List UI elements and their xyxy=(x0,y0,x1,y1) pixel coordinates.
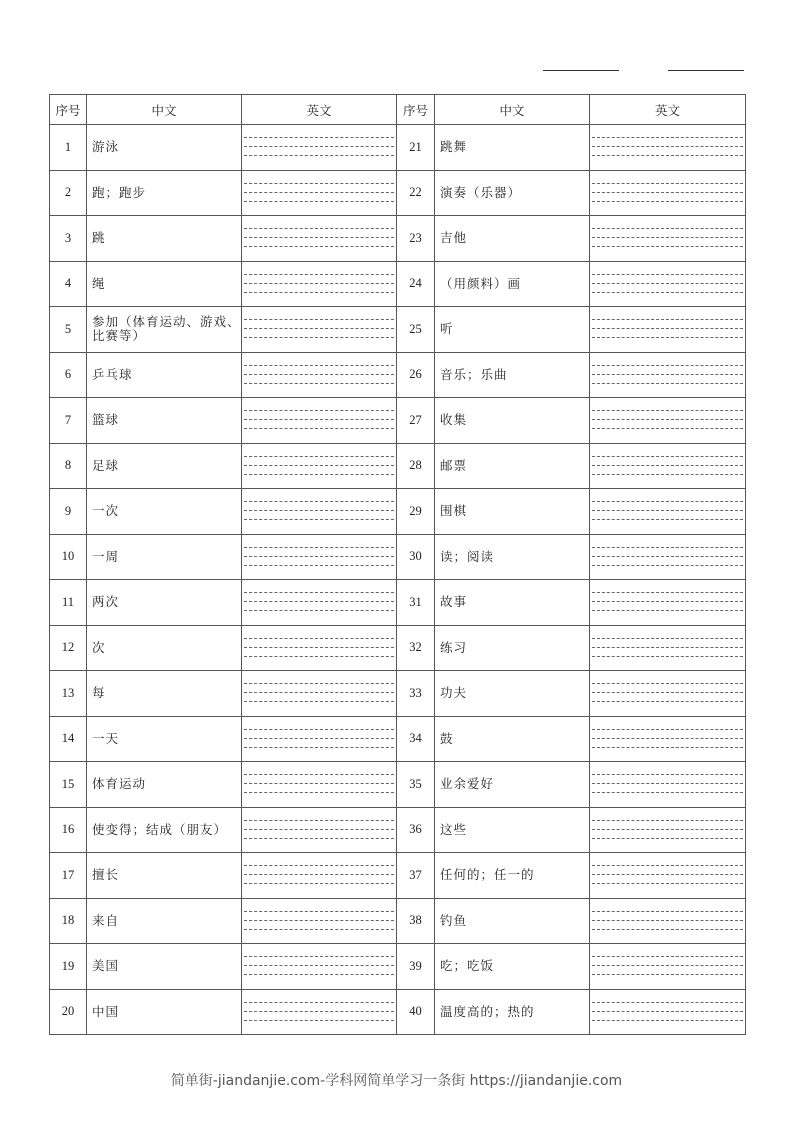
writing-guide-line xyxy=(244,820,394,821)
row-number-right: 24 xyxy=(397,261,435,307)
chinese-word-left: 擅长 xyxy=(87,853,242,899)
row-number-left: 16 xyxy=(50,807,87,853)
chinese-word-left: 来自 xyxy=(87,898,242,944)
chinese-word-left: 两次 xyxy=(87,580,242,626)
writing-guide-line xyxy=(592,656,743,657)
score-blank-line xyxy=(668,70,744,71)
english-answer-cell-right[interactable] xyxy=(590,307,746,353)
english-answer-cell-left[interactable] xyxy=(242,716,397,762)
chinese-word-left: 美国 xyxy=(87,944,242,990)
writing-guide-line xyxy=(244,829,394,830)
writing-guide-line xyxy=(592,792,743,793)
english-answer-cell-right[interactable] xyxy=(590,625,746,671)
table-row xyxy=(50,125,746,171)
name-blank-line xyxy=(543,70,619,71)
row-number-right: 29 xyxy=(397,489,435,535)
table-row xyxy=(50,261,746,307)
english-answer-cell-right[interactable] xyxy=(590,261,746,307)
writing-guide-line xyxy=(244,883,394,884)
footer-watermark: 简单街-jiandanjie.com-学科网简单学习一条街 https://jiandanjie.com xyxy=(170,1073,623,1089)
english-answer-cell-left[interactable] xyxy=(242,352,397,398)
table-row xyxy=(50,716,746,762)
table-row xyxy=(50,762,746,808)
chinese-word-left: 跑；跑步 xyxy=(87,170,242,216)
row-number-left: 12 xyxy=(50,625,87,671)
writing-guide-line xyxy=(244,656,394,657)
writing-guide-line xyxy=(244,510,394,511)
row-number-right: 38 xyxy=(397,898,435,944)
writing-guide-line xyxy=(592,829,743,830)
writing-guide-line xyxy=(244,237,394,238)
english-answer-cell-right[interactable] xyxy=(590,898,746,944)
chinese-word-left: 游泳 xyxy=(87,125,242,171)
english-answer-cell-right[interactable] xyxy=(590,807,746,853)
writing-guide-line xyxy=(244,456,394,457)
chinese-word-left: 跳 xyxy=(87,216,242,262)
writing-guide-line xyxy=(592,638,743,639)
writing-guide-line xyxy=(244,501,394,502)
writing-guide-line xyxy=(592,911,743,912)
writing-guide-line xyxy=(244,519,394,520)
writing-guide-line xyxy=(592,283,743,284)
writing-guide-line xyxy=(244,374,394,375)
english-answer-cell-right[interactable] xyxy=(590,944,746,990)
table-row xyxy=(50,853,746,899)
chinese-word-right: 吃；吃饭 xyxy=(435,944,590,990)
writing-guide-line xyxy=(592,274,743,275)
chinese-word-left: 足球 xyxy=(87,443,242,489)
row-number-right: 35 xyxy=(397,762,435,808)
writing-guide-line xyxy=(244,428,394,429)
chinese-word-right: 演奏（乐器） xyxy=(435,170,590,216)
english-answer-cell-right[interactable] xyxy=(590,671,746,717)
english-answer-cell-right[interactable] xyxy=(590,398,746,444)
english-answer-cell-left[interactable] xyxy=(242,580,397,626)
writing-guide-line xyxy=(592,328,743,329)
writing-guide-line xyxy=(592,337,743,338)
chinese-word-right: 故事 xyxy=(435,580,590,626)
chinese-word-left: 乒乓球 xyxy=(87,352,242,398)
writing-guide-line xyxy=(244,610,394,611)
writing-guide-line xyxy=(592,428,743,429)
english-answer-cell-right[interactable] xyxy=(590,216,746,262)
english-answer-cell-left[interactable] xyxy=(242,671,397,717)
row-number-right: 32 xyxy=(397,625,435,671)
row-number-left: 8 xyxy=(50,443,87,489)
writing-guide-line xyxy=(592,237,743,238)
writing-guide-line xyxy=(592,365,743,366)
table-row xyxy=(50,170,746,216)
chinese-word-left: 次 xyxy=(87,625,242,671)
writing-guide-line xyxy=(244,638,394,639)
table-row xyxy=(50,580,746,626)
chinese-word-right: 任何的；任一的 xyxy=(435,853,590,899)
english-answer-cell-right[interactable] xyxy=(590,534,746,580)
writing-guide-line xyxy=(592,965,743,966)
writing-guide-line xyxy=(592,738,743,739)
english-answer-cell-left[interactable] xyxy=(242,216,397,262)
chinese-word-right: 业余爱好 xyxy=(435,762,590,808)
row-number-right: 27 xyxy=(397,398,435,444)
writing-guide-line xyxy=(592,729,743,730)
english-answer-cell-left[interactable] xyxy=(242,534,397,580)
writing-guide-line xyxy=(592,783,743,784)
writing-guide-line xyxy=(244,774,394,775)
chinese-word-left: 一天 xyxy=(87,716,242,762)
writing-guide-line xyxy=(244,474,394,475)
writing-guide-line xyxy=(244,1020,394,1021)
writing-guide-line xyxy=(244,192,394,193)
writing-guide-line xyxy=(244,647,394,648)
chinese-word-right: 收集 xyxy=(435,398,590,444)
writing-guide-line xyxy=(592,865,743,866)
row-number-right: 37 xyxy=(397,853,435,899)
writing-guide-line xyxy=(592,501,743,502)
english-answer-cell-left[interactable] xyxy=(242,125,397,171)
english-answer-cell-right[interactable] xyxy=(590,489,746,535)
writing-guide-line xyxy=(592,920,743,921)
writing-guide-line xyxy=(592,647,743,648)
row-number-right: 21 xyxy=(397,125,435,171)
table-row xyxy=(50,534,746,580)
chinese-word-left: 使变得；结成（朋友） xyxy=(87,807,242,853)
row-number-left: 18 xyxy=(50,898,87,944)
row-number-left: 3 xyxy=(50,216,87,262)
table-row xyxy=(50,671,746,717)
writing-guide-line xyxy=(592,292,743,293)
chinese-word-right: 吉他 xyxy=(435,216,590,262)
writing-guide-line xyxy=(592,974,743,975)
writing-guide-line xyxy=(592,556,743,557)
writing-guide-line xyxy=(244,874,394,875)
english-answer-cell-right[interactable] xyxy=(590,853,746,899)
writing-guide-line xyxy=(592,419,743,420)
english-answer-cell-right[interactable] xyxy=(590,352,746,398)
writing-guide-line xyxy=(244,137,394,138)
writing-guide-line xyxy=(592,929,743,930)
row-number-left: 15 xyxy=(50,762,87,808)
english-answer-cell-left[interactable] xyxy=(242,307,397,353)
row-number-right: 23 xyxy=(397,216,435,262)
writing-guide-line xyxy=(592,510,743,511)
writing-guide-line xyxy=(592,155,743,156)
english-answer-cell-right[interactable] xyxy=(590,580,746,626)
writing-guide-line xyxy=(244,283,394,284)
writing-guide-line xyxy=(244,328,394,329)
english-answer-cell-right[interactable] xyxy=(590,170,746,216)
writing-guide-line xyxy=(592,137,743,138)
table-row xyxy=(50,398,746,444)
table-row xyxy=(50,989,746,1035)
writing-guide-line xyxy=(244,592,394,593)
writing-guide-line xyxy=(592,146,743,147)
table-row xyxy=(50,352,746,398)
chinese-word-right: （用颜料）画 xyxy=(435,261,590,307)
english-answer-cell-left[interactable] xyxy=(242,261,397,307)
writing-guide-line xyxy=(592,383,743,384)
writing-guide-line xyxy=(244,565,394,566)
writing-guide-line xyxy=(592,601,743,602)
header-english-left: 英文 xyxy=(242,95,397,125)
chinese-word-right: 听 xyxy=(435,307,590,353)
writing-guide-line xyxy=(244,783,394,784)
chinese-word-left: 篮球 xyxy=(87,398,242,444)
chinese-word-right: 这些 xyxy=(435,807,590,853)
row-number-right: 31 xyxy=(397,580,435,626)
row-number-right: 28 xyxy=(397,443,435,489)
row-number-left: 9 xyxy=(50,489,87,535)
row-number-left: 2 xyxy=(50,170,87,216)
writing-guide-line xyxy=(592,692,743,693)
writing-guide-line xyxy=(244,228,394,229)
chinese-word-right: 练习 xyxy=(435,625,590,671)
english-answer-cell-right[interactable] xyxy=(590,989,746,1035)
writing-guide-line xyxy=(592,565,743,566)
writing-guide-line xyxy=(244,146,394,147)
english-answer-cell-left[interactable] xyxy=(242,443,397,489)
writing-guide-line xyxy=(592,410,743,411)
writing-guide-line xyxy=(244,365,394,366)
writing-guide-line xyxy=(592,774,743,775)
writing-guide-line xyxy=(592,1020,743,1021)
writing-guide-line xyxy=(244,383,394,384)
writing-guide-line xyxy=(244,965,394,966)
writing-guide-line xyxy=(592,192,743,193)
row-number-right: 22 xyxy=(397,170,435,216)
writing-guide-line xyxy=(244,738,394,739)
writing-guide-line xyxy=(592,201,743,202)
chinese-word-left: 绳 xyxy=(87,261,242,307)
writing-guide-line xyxy=(244,929,394,930)
english-answer-cell-left[interactable] xyxy=(242,489,397,535)
writing-guide-line xyxy=(592,465,743,466)
english-answer-cell-left[interactable] xyxy=(242,989,397,1035)
writing-guide-line xyxy=(244,337,394,338)
english-answer-cell-left[interactable] xyxy=(242,625,397,671)
table-body xyxy=(50,125,746,1035)
english-answer-cell-left[interactable] xyxy=(242,398,397,444)
writing-guide-line xyxy=(592,592,743,593)
writing-guide-line xyxy=(244,865,394,866)
header-number-left: 序号 xyxy=(50,95,87,125)
writing-guide-line xyxy=(244,701,394,702)
chinese-word-right: 功夫 xyxy=(435,671,590,717)
writing-guide-line xyxy=(244,747,394,748)
writing-guide-line xyxy=(244,729,394,730)
row-number-left: 17 xyxy=(50,853,87,899)
english-answer-cell-right[interactable] xyxy=(590,716,746,762)
chinese-word-right: 围棋 xyxy=(435,489,590,535)
writing-guide-line xyxy=(244,465,394,466)
writing-guide-line xyxy=(592,374,743,375)
table-row xyxy=(50,443,746,489)
writing-guide-line xyxy=(592,246,743,247)
writing-guide-line xyxy=(244,838,394,839)
row-number-left: 7 xyxy=(50,398,87,444)
table-row xyxy=(50,944,746,990)
writing-guide-line xyxy=(592,183,743,184)
chinese-word-left: 一周 xyxy=(87,534,242,580)
writing-guide-line xyxy=(244,1002,394,1003)
writing-guide-line xyxy=(592,883,743,884)
row-number-right: 26 xyxy=(397,352,435,398)
header-chinese-right: 中文 xyxy=(435,95,590,125)
writing-guide-line xyxy=(244,319,394,320)
header-number-right: 序号 xyxy=(397,95,435,125)
row-number-left: 5 xyxy=(50,307,87,353)
english-answer-cell-left[interactable] xyxy=(242,170,397,216)
writing-guide-line xyxy=(592,701,743,702)
writing-guide-line xyxy=(592,474,743,475)
writing-guide-line xyxy=(592,547,743,548)
chinese-word-left: 体育运动 xyxy=(87,762,242,808)
writing-guide-line xyxy=(592,956,743,957)
chinese-word-right: 鼓 xyxy=(435,716,590,762)
chinese-word-right: 邮票 xyxy=(435,443,590,489)
writing-guide-line xyxy=(244,274,394,275)
row-number-left: 11 xyxy=(50,580,87,626)
writing-guide-line xyxy=(592,874,743,875)
english-answer-cell-left[interactable] xyxy=(242,853,397,899)
writing-guide-line xyxy=(244,419,394,420)
writing-guide-line xyxy=(244,911,394,912)
writing-guide-line xyxy=(592,1002,743,1003)
english-answer-cell-left[interactable] xyxy=(242,898,397,944)
english-answer-cell-left[interactable] xyxy=(242,762,397,808)
writing-guide-line xyxy=(592,456,743,457)
english-answer-cell-right[interactable] xyxy=(590,443,746,489)
table-row xyxy=(50,489,746,535)
row-number-left: 10 xyxy=(50,534,87,580)
writing-guide-line xyxy=(592,838,743,839)
chinese-word-right: 钓鱼 xyxy=(435,898,590,944)
row-number-left: 19 xyxy=(50,944,87,990)
chinese-word-left: 每 xyxy=(87,671,242,717)
writing-guide-line xyxy=(592,1011,743,1012)
row-number-right: 39 xyxy=(397,944,435,990)
row-number-right: 34 xyxy=(397,716,435,762)
table-row xyxy=(50,807,746,853)
row-number-left: 4 xyxy=(50,261,87,307)
header-english-right: 英文 xyxy=(590,95,746,125)
writing-guide-line xyxy=(592,610,743,611)
chinese-word-left: 中国 xyxy=(87,989,242,1035)
writing-guide-line xyxy=(244,183,394,184)
chinese-word-left: 参加（体育运动、游戏、比赛等） xyxy=(87,307,242,353)
writing-guide-line xyxy=(244,683,394,684)
row-number-right: 36 xyxy=(397,807,435,853)
writing-guide-line xyxy=(244,155,394,156)
row-number-left: 6 xyxy=(50,352,87,398)
row-number-left: 14 xyxy=(50,716,87,762)
english-answer-cell-left[interactable] xyxy=(242,944,397,990)
row-number-right: 30 xyxy=(397,534,435,580)
writing-guide-line xyxy=(244,547,394,548)
row-number-left: 20 xyxy=(50,989,87,1035)
row-number-right: 33 xyxy=(397,671,435,717)
writing-guide-line xyxy=(592,228,743,229)
writing-guide-line xyxy=(592,747,743,748)
writing-guide-line xyxy=(592,683,743,684)
writing-guide-line xyxy=(592,820,743,821)
vocabulary-table xyxy=(49,94,746,1035)
chinese-word-left: 一次 xyxy=(87,489,242,535)
writing-guide-line xyxy=(592,519,743,520)
row-number-left: 13 xyxy=(50,671,87,717)
chinese-word-right: 音乐；乐曲 xyxy=(435,352,590,398)
chinese-word-right: 读；阅读 xyxy=(435,534,590,580)
table-header-row xyxy=(50,95,746,125)
writing-guide-line xyxy=(244,246,394,247)
writing-guide-line xyxy=(244,974,394,975)
writing-guide-line xyxy=(244,556,394,557)
row-number-left: 1 xyxy=(50,125,87,171)
table-row xyxy=(50,216,746,262)
chinese-word-right: 跳舞 xyxy=(435,125,590,171)
writing-guide-line xyxy=(244,692,394,693)
writing-guide-line xyxy=(244,201,394,202)
writing-guide-line xyxy=(244,956,394,957)
writing-guide-line xyxy=(244,410,394,411)
table-row xyxy=(50,625,746,671)
english-answer-cell-right[interactable] xyxy=(590,125,746,171)
english-answer-cell-left[interactable] xyxy=(242,807,397,853)
writing-guide-line xyxy=(244,292,394,293)
writing-guide-line xyxy=(244,601,394,602)
row-number-right: 25 xyxy=(397,307,435,353)
table-row xyxy=(50,898,746,944)
writing-guide-line xyxy=(244,792,394,793)
table-row xyxy=(50,307,746,353)
row-number-right: 40 xyxy=(397,989,435,1035)
writing-guide-line xyxy=(244,920,394,921)
chinese-word-right: 温度高的；热的 xyxy=(435,989,590,1035)
writing-guide-line xyxy=(592,319,743,320)
writing-guide-line xyxy=(244,1011,394,1012)
english-answer-cell-right[interactable] xyxy=(590,762,746,808)
header-chinese-left: 中文 xyxy=(87,95,242,125)
